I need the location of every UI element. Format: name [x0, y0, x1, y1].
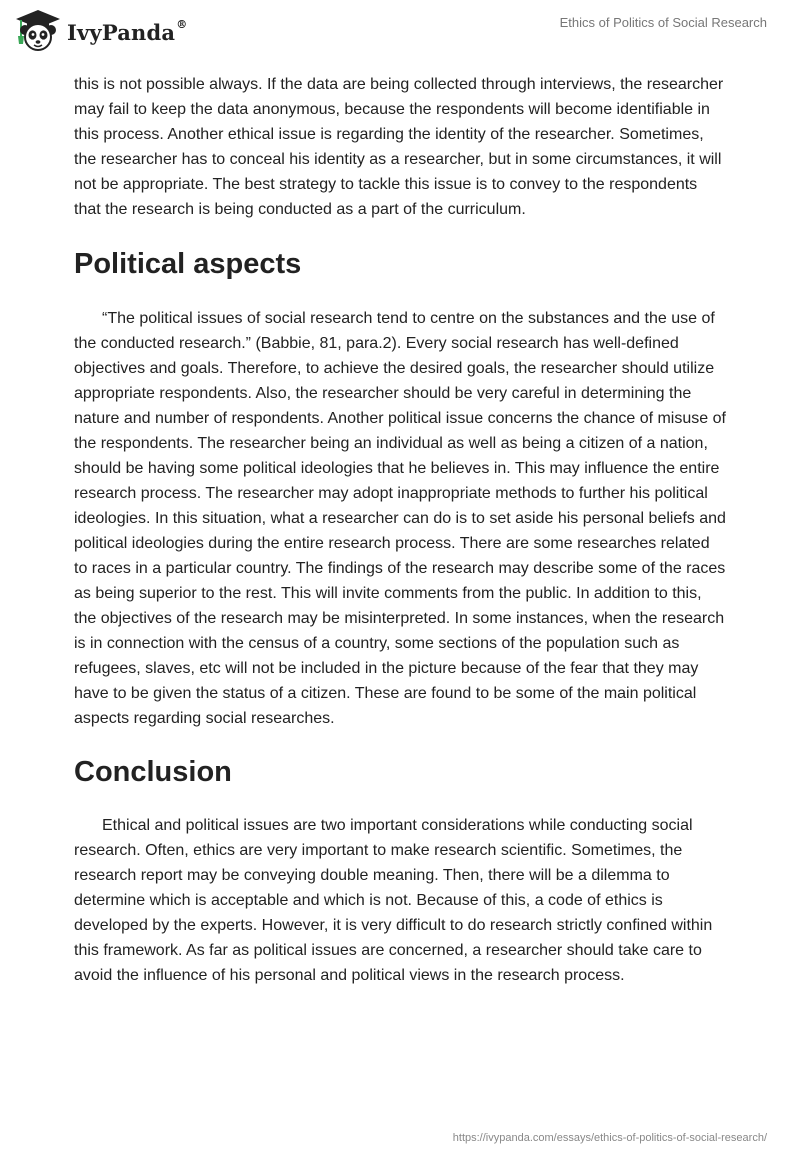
registered-mark: ®	[176, 17, 188, 31]
page-header	[0, 0, 800, 60]
section-heading-conclusion: Conclusion	[74, 756, 232, 788]
document-title: Ethics of Politics of Social Research	[559, 15, 767, 30]
intro-paragraph: this is not possible always. If the data are being collected through interviews, the researcher may fail to keep the data anonymous, because the respondents will become identifiable in this process. Another ethical issue is regarding the identity of the researcher. Sometimes, the researcher has to conceal his identity as a researcher, but in some circumstances, it will not be appropriate. The best strategy to tackle this issue is to convey to the respondents that the research is being conducted as a part of the curriculum.	[74, 76, 724, 218]
political-aspects-paragraph: “The political issues of social research tend to centre on the substances and the use of the conducted research.” (Babbie, 81, para.2). Every social research has well-defined objectives and goals. Therefore, to achieve the desired goals, the researcher should utilize appropriate respondents. Also, the researcher should be very careful in determining the nature and number of respondents. Another political issue concerns the chance of misuse of the respondents. The researcher being an individual as well as being a citizen of a nation, should be having some political ideologies that he believes in. This may influence the entire research process. The researcher may adopt inappropriate methods to further his political ideologies. In this situation, what a researcher can do is to set aside his personal beliefs and political ideologies during the entire research process. There are some researches related to races in a particular country. The findings of the research may describe some of the races as being superior to the rest. This will invite comments from the public. In addition to this, the objectives of the research may be misinterpreted. In some instances, when the research is in connection with the census of a country, some sections of the population such as refugees, slaves, etc will not be included in the picture because of the fear that they may have to be given the status of a citizen. These are found to be some of the main political aspects regarding social researches.	[74, 310, 726, 727]
source-url-link[interactable]: https://ivypanda.com/essays/ethics-of-politics-of-social-research/	[452, 1132, 767, 1144]
ivypanda-logo[interactable]	[14, 8, 187, 52]
panda-graduate-icon	[14, 8, 62, 52]
section-heading-political-aspects: Political aspects	[74, 248, 302, 280]
conclusion-paragraph: Ethical and political issues are two important considerations while conducting social research. Often, ethics are very important to make research scientific. Sometimes, the research report may be conveying double meaning. Then, there will be a dilemma to determine which is acceptable and which is not. Because of this, a code of ethics is developed by the experts. However, it is very difficult to do research strictly confined within this framework. As far as political issues are concerned, a researcher should take care to avoid the influence of his personal and political views in the research process.	[74, 817, 713, 984]
essay-content	[74, 72, 726, 988]
logo-wordmark: IvyPanda®	[67, 17, 188, 45]
